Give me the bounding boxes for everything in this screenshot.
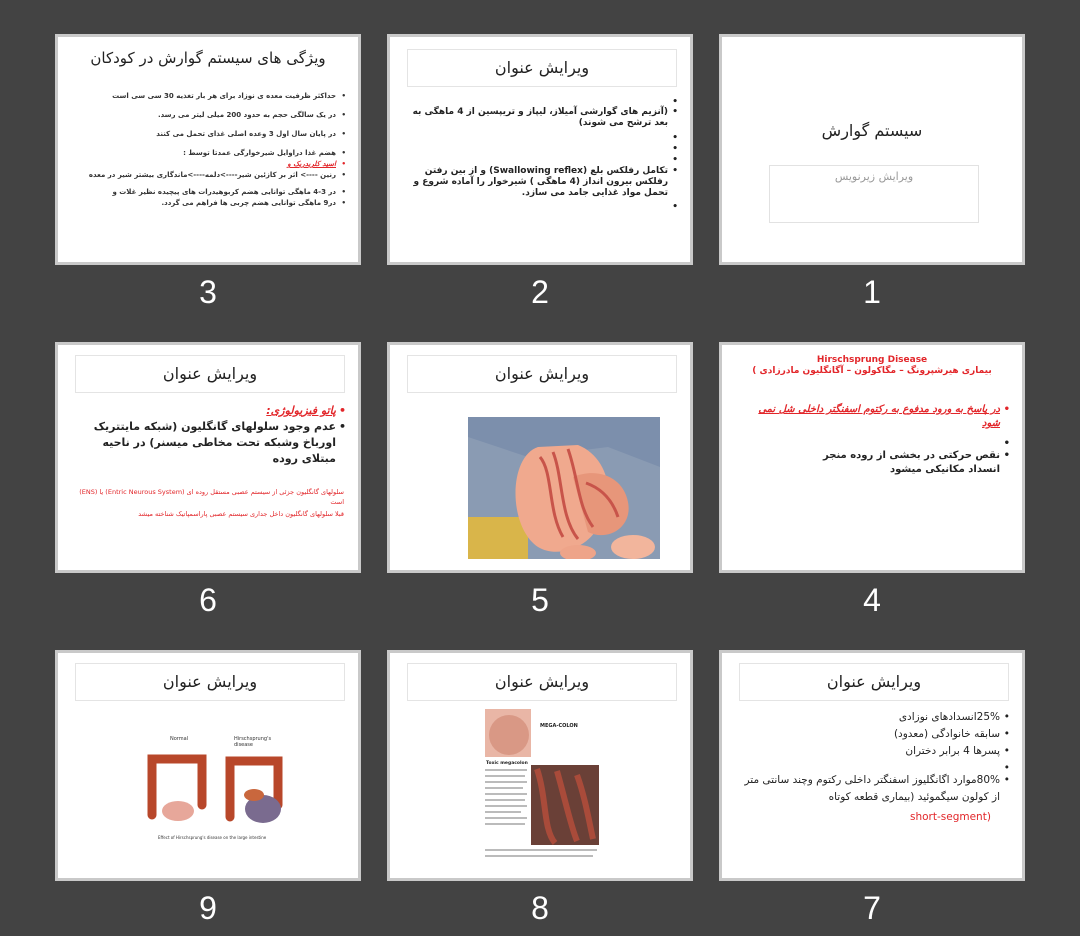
bullet — [742, 760, 1010, 772]
slide-number: 8 — [531, 890, 549, 926]
slide-thumbnail-9[interactable] — [55, 650, 361, 881]
bullet: • 80%موارد اگانگلیوز اسفنگتر داخلی رکتوم وچند سانتی متر از کولون سیگموئید (بیماری قطعه کوتاه — [742, 772, 1010, 806]
slide-number: 9 — [199, 890, 217, 926]
slide-number: 4 — [863, 582, 881, 618]
slide-number: 1 — [863, 274, 881, 310]
slide-title: سیستم گوارش — [821, 121, 923, 140]
slide-title: ویرایش عنوان — [407, 663, 677, 701]
bullet — [742, 437, 1010, 449]
bullet: • اسید کلریدریک و — [72, 159, 346, 170]
colon-diagram — [138, 745, 298, 831]
figure-caption: Effect of Hirschsprung's disease on the large intestine — [158, 835, 267, 840]
bullet — [410, 97, 678, 107]
bullet: • تکامل رفلکس بلع (Swallowing reflex) و از بین رفتن رفلکس بیرون انداز (4 ماهگی ) شیرخوار را آماده شروع و تحمل مواد غذایی جامد می سازد. — [410, 166, 678, 199]
slide-bullets — [742, 709, 1010, 806]
slide-title: ویرایش عنوان — [739, 663, 1009, 701]
slide-thumbnail-6[interactable] — [55, 342, 361, 573]
bullet: • در 3-4 ماهگی توانایی هضم کربوهیدرات های پیچیده نظیر غلات و — [72, 187, 346, 198]
bullet: • نقص حرکتی در بخشی از روده منجر انسداد مکانیکی میشود — [742, 449, 1010, 477]
bullet: • 25%انسدادهای نوزادی — [742, 709, 1010, 726]
slide-bullets — [410, 97, 678, 212]
slide-note: سلولهای گانگلیون جزئی از سیستم عصبی مستقل روده ای (Entric Neurous System) یا (ENS) است — [79, 488, 344, 506]
slide-title: ویرایش عنوان — [75, 663, 345, 701]
slide-heading-fa: بیماری هیرشپرونگ – مگاکولون – آگانگلیون مادرزادی ) — [752, 366, 992, 376]
intestine-photo — [468, 417, 660, 559]
slide-note: قبلا سلولهای گانگلیون داخل جداری سیستم عصبی پاراسمپاتیک شناخته میشد — [138, 510, 344, 518]
slide-number: 5 — [531, 582, 549, 618]
bullet — [410, 133, 678, 144]
bullet — [410, 144, 678, 155]
subtitle-placeholder: ویرایش زیرنویس — [834, 170, 914, 183]
figure-label-normal: Normal — [170, 736, 189, 742]
bullet: • در پایان سال اول 3 وعده اصلی غذای تحمل می کنند — [72, 129, 346, 140]
slide-bullets — [742, 403, 1010, 477]
bullet: • پسرها 4 برابر دختران — [742, 743, 1010, 760]
figure-caption: Toxic megacolon — [486, 761, 528, 766]
bullet: • در پاسخ به ورود مدفوع به رکتوم اسفنگتر داخلی شل نمی شود — [742, 403, 1010, 431]
slide-thumbnail-7[interactable] — [719, 650, 1025, 881]
slide-number: 6 — [199, 582, 217, 618]
slide-bullets — [72, 91, 346, 209]
bullet: • عدم وجود سلولهای گانگلیون (شبکه مایتتریک اورباخ وشبکه تحت مخاطی میسنر) در ناحیه مبتلای روده — [78, 419, 346, 467]
megacolon-figure — [485, 709, 600, 861]
bullet: • رنین ----> اثر بر کازئین شیر---->دلمه---->ماندگاری بیشتر شیر در معده — [72, 170, 346, 181]
bullet — [410, 155, 678, 166]
slide-thumbnail-1[interactable] — [719, 34, 1025, 265]
slide-heading-en: Hirschsprung Disease — [816, 355, 928, 365]
slide-number: 7 — [863, 890, 881, 926]
bullet — [410, 202, 678, 212]
slide-title: ویرایش عنوان — [407, 355, 677, 393]
bullet: • پاتو فیزیولوژی: — [78, 403, 346, 419]
slide-title: ویرایش عنوان — [407, 49, 677, 87]
figure-label: MEGA-COLON — [540, 723, 578, 729]
bullet: • سابقه خانوادگی (معدود) — [742, 726, 1010, 743]
slide-title: ویرایش عنوان — [75, 355, 345, 393]
bullet: • در9 ماهگی توانایی هضم چربی ها فراهم می گردد. — [72, 198, 346, 209]
slide-thumbnail-4[interactable] — [719, 342, 1025, 573]
bullet: • هضم غذا دراوایل شیرخوارگی عمدتا توسط : — [72, 148, 346, 159]
subtitle-placeholder-box — [769, 165, 979, 223]
slide-thumbnail-5[interactable] — [387, 342, 693, 573]
slide-title: ویژگی های سیستم گوارش در کودکان — [90, 49, 326, 67]
slide-thumbnail-2[interactable] — [387, 34, 693, 265]
bullet: • (آنزیم های گوارشی آمیلاز، لیپاز و تریپسین از 4 ماهگی به بعد ترشح می شوند) — [410, 107, 678, 129]
bullet: • در یک سالگی حجم به حدود 200 میلی لیتر می رسد. — [72, 110, 346, 121]
bullet: • حداکثر ظرفیت معده ی نوزاد برای هر بار تغذیه 30 سی سی است — [72, 91, 346, 102]
bullet-english-tail: short-segment) — [910, 811, 991, 823]
figure-label-disease: Hirschsprung's disease — [234, 736, 272, 748]
slide-number: 2 — [531, 274, 549, 310]
slide-number: 3 — [199, 274, 217, 310]
slide-bullets — [78, 403, 346, 467]
slide-thumbnail-3[interactable] — [55, 34, 361, 265]
slide-thumbnail-8[interactable] — [387, 650, 693, 881]
